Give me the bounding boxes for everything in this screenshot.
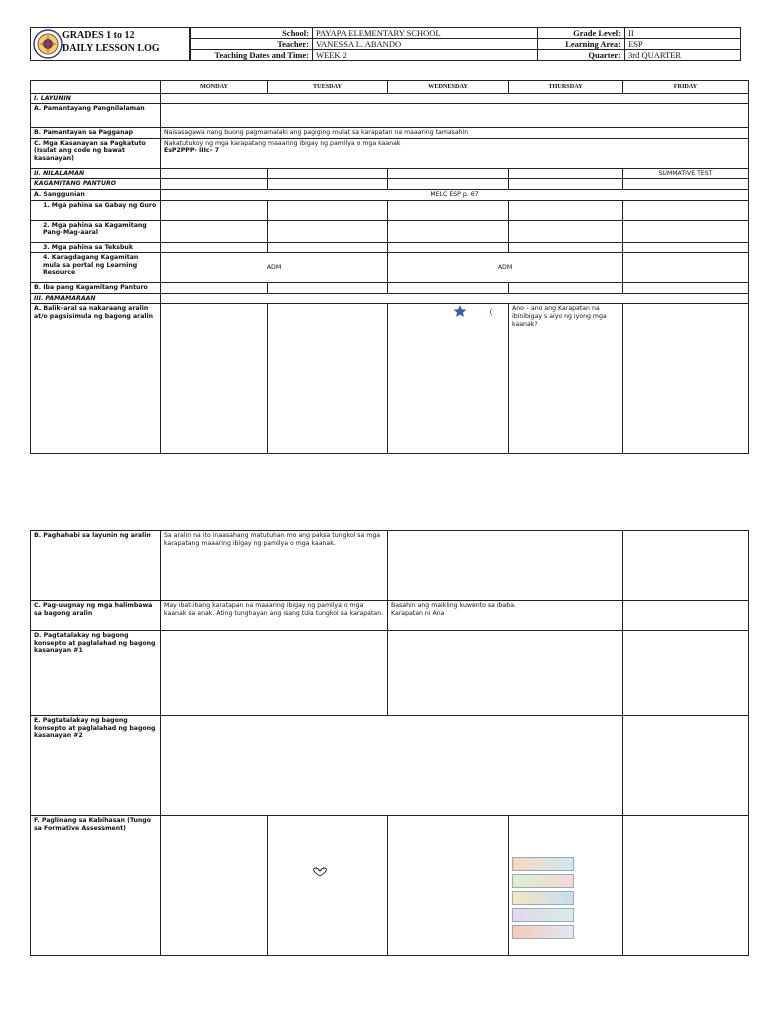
pamantayan-sa-pagganap-text: Naisasagawa nang buong pagmamalaki ang pagiging mulat sa karapatan na maaaring tamasahin xyxy=(161,128,749,139)
thursday-picture-column xyxy=(512,857,619,939)
pagtatalakay-1-wed-thu xyxy=(388,631,623,716)
school-label: School: xyxy=(191,28,313,39)
header-outer-border xyxy=(30,27,190,61)
quarter-value: 3rd QUARTER xyxy=(625,50,741,61)
picture-thumb-4 xyxy=(512,908,574,922)
picture-thumb-2 xyxy=(512,874,574,888)
lesson-table-part1 xyxy=(30,80,749,454)
moon-icon xyxy=(487,307,497,317)
grades-title: GRADES 1 to 12 xyxy=(62,30,135,41)
row-label-kasanayan: C. Mga Kasanayan sa Pagkatuto (Isulat ang code ng bawat kasanayan) xyxy=(31,138,161,168)
day-monday: MONDAY xyxy=(161,81,268,94)
kasanayan-cell xyxy=(161,138,749,168)
lesson-table-part2 xyxy=(30,530,749,956)
row-label-sanggunian: A. Sanggunian xyxy=(31,189,161,200)
balik-aral-wednesday xyxy=(388,304,509,454)
balik-aral-tuesday xyxy=(268,304,388,454)
row-label-pamantayang-pangnilalaman: A. Pamantayang Pangnilalaman xyxy=(31,104,161,128)
star-icon xyxy=(453,305,467,317)
row-label-iba-pang-kagamitan: B. Iba pang Kagamitang Panturo xyxy=(31,283,161,294)
paghahabi-mon-tue: Sa aralin na ito inaasahang matutuhan mo ang paksa tungkol sa mga karapatang maaaring ibigay ng pamilya o mga kaanak. xyxy=(161,531,388,601)
learning-area-value: ESP xyxy=(625,39,741,50)
pagtatalakay-2-text xyxy=(161,716,623,816)
day-friday: FRIDAY xyxy=(623,81,749,94)
row-label-pagtatalakay-2: E. Pagtatalakay ng bagong konsepto at paglalahad ng bagong kasanayan #2 xyxy=(31,716,161,816)
pag-uugnay-wed-thu xyxy=(388,601,623,631)
adm-mon-tue: ADM xyxy=(161,253,388,283)
row-label-teksbuk: 3. Mga pahina sa Teksbuk xyxy=(31,242,161,253)
row-label-balik-aral: A. Balik-aral sa nakaraang aralin at/o pagsisimula ng bagong aralin xyxy=(31,304,161,454)
paglinang-wednesday xyxy=(388,816,509,956)
picture-thumb-5 xyxy=(512,925,574,939)
quarter-label: Quarter: xyxy=(538,50,625,61)
header-info-table xyxy=(190,27,741,61)
summative-test-text: SUMMATIVE TEST xyxy=(623,168,749,179)
day-tuesday: TUESDAY xyxy=(268,81,388,94)
section-nilalaman: II. NILALAMAN xyxy=(31,168,161,179)
kasanayan-code: EsP2PPP- IIIc– 7 xyxy=(164,147,220,155)
balik-aral-monday xyxy=(161,304,268,454)
row-label-pagtatalakay-1: D. Pagtatalakay ng bagong konsepto at paglalahad ng bagong kasanayan #1 xyxy=(31,631,161,716)
balik-aral-thursday: Ano – ano ang Karapatan na ibinibigay s aiyo ng iyong mga kaanak? xyxy=(509,304,623,454)
dll-title: DAILY LESSON LOG xyxy=(62,43,160,54)
grade-level-value: II xyxy=(625,28,741,39)
picture-thumb-1 xyxy=(512,857,574,871)
dates-label: Teaching Dates and Time: xyxy=(191,50,313,61)
section-pamamaraan: III. PAMAMARAAN xyxy=(31,293,161,304)
pag-uugnay-mon-tue: May ibat-ibang karatapan na maaaring ibigay ng pamilya o mga kaanak sa anak. Ating tunghayan ang isang tula tungkol sa karapatan. xyxy=(161,601,388,631)
paglinang-tuesday xyxy=(268,816,388,956)
paghahabi-wed-thu xyxy=(388,531,623,601)
dates-value: WEEK 2 xyxy=(313,50,538,61)
day-wednesday: WEDNESDAY xyxy=(388,81,509,94)
paglinang-thursday xyxy=(509,816,623,956)
corner-cell xyxy=(31,81,161,94)
adm-wed-thu: ADM xyxy=(388,253,623,283)
row-label-gabay-ng-guro: 1. Mga pahina sa Gabay ng Guro xyxy=(31,200,161,220)
teacher-label: Teacher: xyxy=(191,39,313,50)
row-label-pag-uugnay: C. Pag-uugnay ng mga halimbawa sa bagong aralin xyxy=(31,601,161,631)
row-label-karagdagang-kagamitan: 4. Karagdagang Kagamitan mula sa portal ng Learning Resource xyxy=(31,253,161,283)
heart-icon xyxy=(311,867,329,877)
pag-uugnay-instruction: Basahin ang maikling kuwento sa ibaba. xyxy=(391,602,516,609)
grade-level-label: Grade Level: xyxy=(538,28,625,39)
melc-reference: MELC ESP p. 67 xyxy=(161,189,749,200)
pagtatalakay-1-mon-tue xyxy=(161,631,388,716)
picture-thumb-3 xyxy=(512,891,574,905)
section-layunin: I. LAYUNIN xyxy=(31,93,161,104)
kasanayan-text: Nakatutukoy ng mga karapatang maaaring ibigay ng pamilya o mga kaanak xyxy=(164,139,401,147)
day-thursday: THURSDAY xyxy=(509,81,623,94)
row-label-paglinang: F. Paglinang sa Kabihasan (Tungo sa Formative Assessment) xyxy=(31,816,161,956)
row-label-paghahabi: B. Paghahabi sa layunin ng aralin xyxy=(31,531,161,601)
row-label-pamantayan-sa-pagganap: B. Pamantayan sa Pagganap xyxy=(31,128,161,139)
pag-uugnay-story-title: Karapatan ni Ana xyxy=(391,609,445,617)
school-value: PAYAPA ELEMENTARY SCHOOL xyxy=(313,28,538,39)
row-label-pang-mag-aaral: 2. Mga pahina sa Kagamitang Pang-Mag-aaral xyxy=(31,220,161,242)
section-kagamitang-panturo: KAGAMITANG PANTURO xyxy=(31,179,161,190)
learning-area-label: Learning Area: xyxy=(538,39,625,50)
balik-aral-friday xyxy=(623,304,749,454)
paglinang-monday xyxy=(161,816,268,956)
teacher-value: VANESSA L. ABANDO xyxy=(313,39,538,50)
pamantayang-pangnilalaman-text xyxy=(161,104,749,128)
